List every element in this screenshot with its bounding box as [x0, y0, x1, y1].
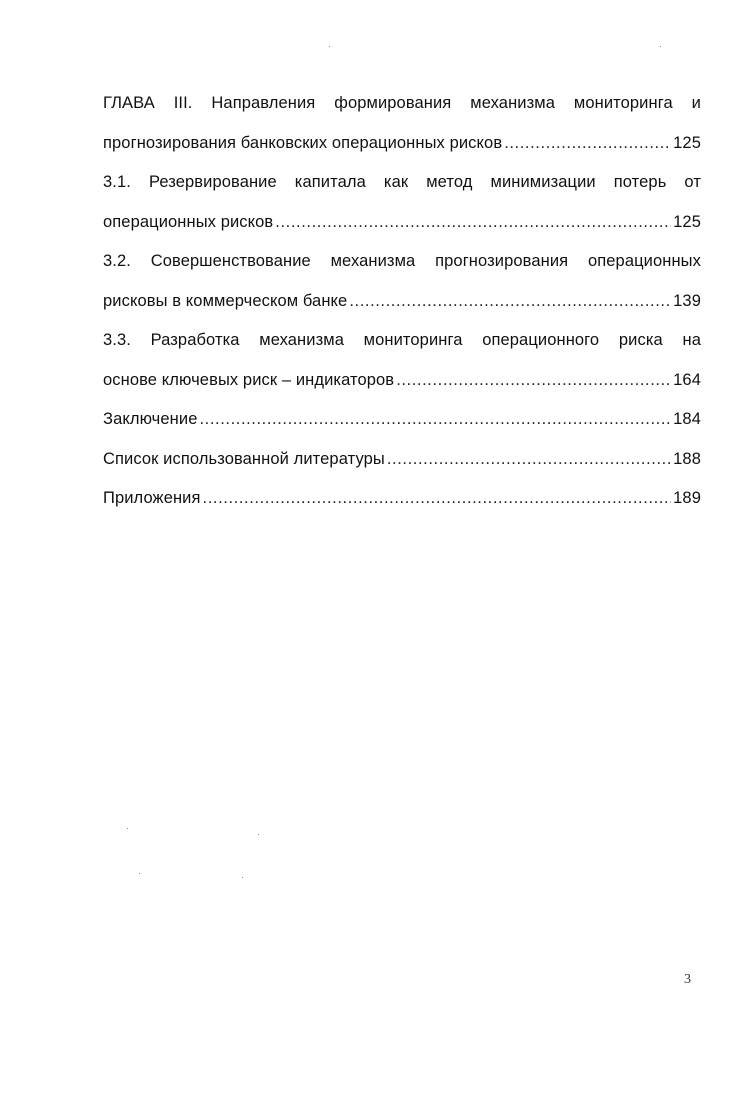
toc-entry-text: Приложения — [103, 489, 201, 507]
toc-page-number: 188 — [673, 449, 701, 468]
dot-leader — [199, 400, 671, 440]
toc-entry-3-1 — [103, 163, 701, 242]
toc-page-number: 184 — [673, 410, 701, 428]
toc-entry-last-line — [103, 361, 701, 401]
toc-entry-last-line — [103, 203, 701, 243]
toc-entry-text: 3.1. Резервирование капитала как метод минимизации потерь от — [103, 173, 701, 191]
toc-entry-text: основе ключевых риск – индикаторов — [103, 370, 395, 389]
toc-entry-3-2 — [103, 242, 701, 321]
page-number: 3 — [684, 972, 691, 987]
dot-leader — [349, 282, 671, 322]
scan-speck — [127, 828, 128, 829]
toc-entry-text: 3.2. Совершенствование механизма прогнозирования операционных — [103, 252, 701, 270]
toc-entry-text: рисковы в коммерческом банке — [103, 291, 348, 310]
toc-entry-text: ГЛАВА III. Направления формирования механизма мониторинга и — [103, 94, 701, 112]
toc-page-number: 125 — [673, 133, 701, 152]
toc-entry-text: операционных рисков — [103, 212, 274, 231]
dot-leader — [275, 203, 671, 243]
toc-entry-conclusion — [103, 400, 701, 440]
toc-entry-text: Список использованной литературы — [103, 449, 385, 468]
scan-speck — [139, 873, 140, 874]
scan-speck — [242, 877, 243, 878]
toc-entry-last-line — [103, 124, 701, 164]
toc-entry-last-line — [103, 479, 701, 519]
toc-entry-text: Заключение — [103, 410, 198, 428]
toc-entry-last-line — [103, 400, 701, 440]
toc-entry-3-3 — [103, 321, 701, 400]
dot-leader — [396, 361, 671, 401]
toc-page-number: 164 — [673, 370, 701, 389]
toc-page-number: 189 — [673, 489, 701, 507]
toc-entry-bibliography — [103, 440, 701, 480]
toc-entry-text: 3.3. Разработка механизма мониторинга операционного риска на — [103, 331, 701, 349]
toc-entry-chapter-3 — [103, 84, 701, 163]
toc-page-number: 139 — [673, 291, 701, 310]
toc-entry-last-line — [103, 282, 701, 322]
toc-entry-text: прогнозирования банковских операционных рисков — [103, 133, 503, 152]
scan-speck — [660, 46, 661, 47]
toc-entry-appendices — [103, 479, 701, 519]
toc-page-number: 125 — [673, 212, 701, 231]
toc-entry-last-line — [103, 440, 701, 480]
dot-leader — [504, 124, 671, 164]
dot-leader — [387, 440, 671, 480]
table-of-contents — [103, 84, 701, 519]
scan-speck — [258, 834, 259, 835]
dot-leader — [203, 479, 672, 519]
scan-speck — [329, 46, 330, 47]
